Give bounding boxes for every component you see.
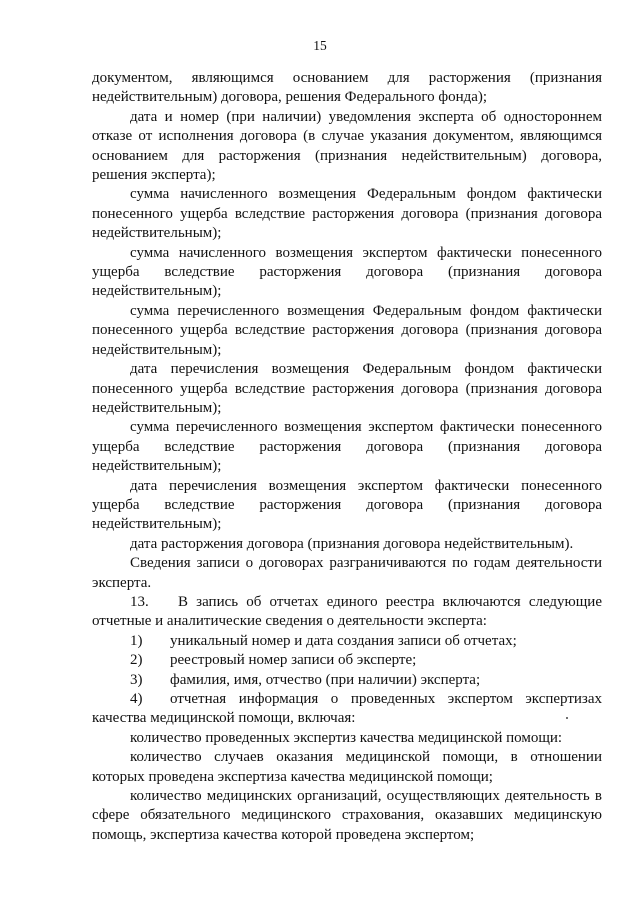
list-item-number: 4) bbox=[130, 691, 143, 707]
document-body bbox=[92, 69, 602, 845]
scan-speck bbox=[566, 717, 568, 719]
list-item-number: 3) bbox=[130, 671, 143, 688]
paragraph: дата перечисления возмещения Федеральным фондом фактически понесенного ущерба вследствие расторжения договора (признания договора недействительным); bbox=[92, 361, 602, 416]
paragraph: дата и номер (при наличии) уведомления эксперта об одностороннем отказе от исполнения договора (в случае указания документом, являющимся основанием для расторжения (признания недействительным) договора, решения эксперта); bbox=[92, 108, 602, 184]
page-number: 15 bbox=[313, 38, 327, 53]
list-item-text: отчетная информация о проведенных экспертом экспертизах качества медицинской помощи, включая: bbox=[92, 691, 602, 727]
paragraph: сумма перечисленного возмещения Федеральным фондом фактически понесенного ущерба вследствие расторжения договора (признания договора недействительным); bbox=[92, 302, 602, 358]
list-item bbox=[92, 690, 602, 729]
subparagraph: количество медицинских организаций, осуществляющих деятельность в сфере обязательного медицинского страхования, оказавших медицинскую помощь, экспертиза качества которой проведена экспертом; bbox=[92, 788, 602, 843]
list-item-number: 1) bbox=[130, 632, 143, 649]
list-item-number: 2) bbox=[130, 652, 143, 669]
paragraph: документом, являющимся основанием для расторжения (признания недействительным) договора, решения Федерального фонда); bbox=[92, 70, 602, 106]
paragraph: дата перечисления возмещения экспертом фактически понесенного ущерба вследствие расторжения договора (признания договора недействительным); bbox=[92, 477, 602, 533]
subparagraph: количество проведенных экспертиз качества медицинской помощи: bbox=[130, 729, 563, 746]
section-text: В запись об отчетах единого реестра включаются следующие отчетные и аналитические сведения о деятельности эксперта: bbox=[92, 593, 602, 630]
list-item-text: фамилия, имя, отчество (при наличии) эксперта; bbox=[170, 671, 481, 688]
list-item bbox=[92, 671, 602, 690]
section-number: 13. bbox=[130, 593, 149, 610]
paragraph: дата расторжения договора (признания договора недействительным). bbox=[130, 535, 574, 552]
paragraph: сумма перечисленного возмещения экспертом фактически понесенного ущерба вследствие расторжения договора (признания договора недействительным); bbox=[92, 419, 602, 475]
section-13 bbox=[92, 593, 602, 632]
list-item bbox=[92, 632, 602, 651]
paragraph: сумма начисленного возмещения Федеральным фондом фактически понесенного ущерба вследствие расторжения договора (признания договора недействительным); bbox=[92, 186, 602, 242]
list-item-text: уникальный номер и дата создания записи об отчетах; bbox=[170, 632, 517, 649]
paragraph: Сведения записи о договорах разграничиваются по годам деятельности эксперта. bbox=[92, 555, 602, 591]
list-item bbox=[92, 651, 602, 670]
paragraph: сумма начисленного возмещения экспертом фактически понесенного ущерба вследствие расторжения договора (признания договора недействительным); bbox=[92, 244, 602, 300]
subparagraph: количество случаев оказания медицинской помощи, в отношении которых проведена экспертиза качества медицинской помощи; bbox=[92, 749, 602, 785]
list-item-text: реестровый номер записи об эксперте; bbox=[170, 652, 417, 669]
